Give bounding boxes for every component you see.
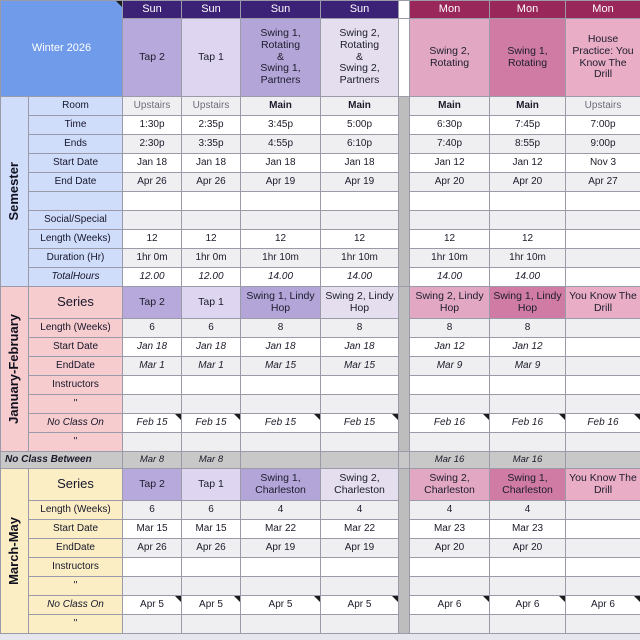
semester-class-title[interactable]: Swing 1, Rotating [490,19,566,97]
cell[interactable] [410,433,490,452]
column-divider [399,97,410,287]
cell[interactable]: Apr 26 [182,539,241,558]
cell[interactable]: 8 [241,319,321,338]
cell[interactable]: Feb 15 [123,414,182,433]
day-header-mon-7: Mon [566,1,640,19]
row-label: " [29,395,123,414]
semester-class-title[interactable]: House Practice: You Know The Drill [566,19,640,97]
no-class-between-label: No Class Between [1,452,123,469]
cell[interactable]: 12 [182,230,241,249]
cell[interactable]: Jan 18 [241,338,321,357]
row-label: EndDate [29,539,123,558]
cell[interactable]: Apr 6 [566,596,640,615]
series-class-title[interactable]: Swing 1, Lindy Hop [241,287,321,319]
cell[interactable]: Apr 5 [123,596,182,615]
cell[interactable] [321,615,399,634]
cell[interactable]: Apr 5 [321,596,399,615]
series-class-title[interactable]: Tap 1 [182,469,241,501]
cell[interactable] [566,211,640,230]
cell[interactable] [321,395,399,414]
semester-row [1,116,640,135]
cell[interactable]: 12.00 [182,268,241,287]
cell[interactable]: Apr 26 [123,173,182,192]
cell[interactable]: Nov 3 [566,154,640,173]
cell[interactable]: Apr 5 [182,596,241,615]
day-header-sun-1: Sun [123,1,182,19]
cell[interactable] [123,376,182,395]
column-divider [399,1,410,19]
column-divider [399,469,410,634]
semester-row [1,135,640,154]
cell[interactable] [490,577,566,596]
cell[interactable] [566,558,640,577]
cell[interactable] [566,268,640,287]
cell[interactable]: 14.00 [321,268,399,287]
cell[interactable]: 4 [410,501,490,520]
cell[interactable] [566,338,640,357]
row-label: Instructors [29,376,123,395]
cell[interactable]: Apr 6 [490,596,566,615]
cell[interactable]: 1hr 10m [241,249,321,268]
row-label: EndDate [29,357,123,376]
mar_may-row [1,577,640,596]
cell[interactable]: 12 [123,230,182,249]
series-class-title[interactable]: Swing 2, Charleston [410,469,490,501]
cell[interactable]: Main [410,97,490,116]
cell[interactable]: Jan 12 [410,338,490,357]
cell[interactable]: Main [490,97,566,116]
cell[interactable]: Apr 19 [321,173,399,192]
cell[interactable] [241,558,321,577]
section-label-mar_may [1,469,29,634]
row-label: " [29,615,123,634]
section-label-semester-text: Semester [6,162,22,221]
cell[interactable] [241,395,321,414]
cell[interactable] [123,192,182,211]
cell[interactable] [490,211,566,230]
section-label-semester [1,97,29,287]
cell[interactable]: 5:00p [321,116,399,135]
row-label: Time [29,116,123,135]
cell[interactable]: 1hr 10m [410,249,490,268]
cell[interactable]: Jan 12 [410,154,490,173]
series-class-title[interactable]: Tap 2 [123,469,182,501]
cell[interactable] [410,577,490,596]
semester-class-title[interactable]: Swing 2, Rotating & Swing 2, Partners [321,19,399,97]
cell[interactable] [566,520,640,539]
row-label: Start Date [29,338,123,357]
cell[interactable] [566,539,640,558]
cell[interactable] [566,319,640,338]
row-label: Start Date [29,154,123,173]
jan_feb-row [1,357,640,376]
cell[interactable]: Apr 6 [410,596,490,615]
cell[interactable]: 4:55p [241,135,321,154]
series-class-title[interactable]: You Know The Drill [566,287,640,319]
cell[interactable] [182,577,241,596]
semester-row [1,192,640,211]
section-label-mar_may-text: March-May [6,517,22,585]
row-label: Instructors [29,558,123,577]
row-label: No Class On [29,414,123,433]
row-label: Length (Weeks) [29,501,123,520]
jan_feb-row [1,376,640,395]
cell[interactable]: Jan 18 [321,154,399,173]
cell[interactable]: Apr 20 [410,539,490,558]
series-class-title[interactable]: Tap 2 [123,287,182,319]
cell[interactable]: 12 [321,230,399,249]
cell[interactable]: Jan 18 [123,338,182,357]
cell[interactable] [490,376,566,395]
cell[interactable]: 7:40p [410,135,490,154]
cell[interactable] [566,615,640,634]
series-class-title[interactable]: Swing 2, Lindy Hop [321,287,399,319]
cell[interactable] [566,230,640,249]
row-label [29,192,123,211]
mar_may-row [1,539,640,558]
cell[interactable] [123,615,182,634]
cell[interactable] [410,395,490,414]
mar_may-row [1,501,640,520]
cell[interactable]: 4 [490,501,566,520]
cell[interactable] [321,211,399,230]
cell[interactable] [241,376,321,395]
semester-class-title[interactable]: Swing 2, Rotating [410,19,490,97]
cell[interactable]: Apr 26 [123,539,182,558]
cell[interactable]: 2:30p [123,135,182,154]
cell[interactable]: 3:35p [182,135,241,154]
cell[interactable] [321,577,399,596]
cell[interactable]: Apr 26 [182,173,241,192]
row-label: Start Date [29,520,123,539]
cell[interactable]: 1hr 0m [123,249,182,268]
cell[interactable] [241,577,321,596]
cell[interactable]: 14.00 [490,268,566,287]
cell[interactable]: Jan 18 [182,338,241,357]
cell[interactable] [490,395,566,414]
cell[interactable]: Feb 15 [182,414,241,433]
cell[interactable]: 12 [490,230,566,249]
cell[interactable]: Mar 15 [123,520,182,539]
cell[interactable]: 12 [241,230,321,249]
cell[interactable] [123,211,182,230]
day-header-row [1,1,640,19]
row-label: Room [29,97,123,116]
mar_may-row [1,615,640,634]
row-label: " [29,433,123,452]
section-label-jan_feb-text: January-February [6,314,22,424]
cell[interactable]: 3:45p [241,116,321,135]
no-class-between-cell[interactable]: Mar 16 [490,452,566,469]
no-class-between-row [1,452,640,469]
cell[interactable]: 1hr 10m [490,249,566,268]
cell[interactable]: Mar 15 [321,357,399,376]
cell[interactable]: Jan 18 [241,154,321,173]
cell[interactable] [490,433,566,452]
series-class-title[interactable]: Swing 2, Lindy Hop [410,287,490,319]
series-row-label: Series [29,287,123,319]
jan_feb-row [1,338,640,357]
cell[interactable]: 12.00 [123,268,182,287]
cell[interactable] [123,433,182,452]
no-class-between-cell[interactable]: Mar 8 [123,452,182,469]
series-class-title[interactable]: Tap 1 [182,287,241,319]
jan_feb-series-row [1,287,640,319]
row-label: TotalHours [29,268,123,287]
cell[interactable] [410,615,490,634]
cell[interactable] [182,558,241,577]
row-label: Duration (Hr) [29,249,123,268]
cell[interactable]: Apr 19 [241,173,321,192]
cell[interactable] [490,192,566,211]
semester-row [1,173,640,192]
jan_feb-row [1,319,640,338]
day-header-mon-6: Mon [490,1,566,19]
cell[interactable] [490,558,566,577]
mar_may-row [1,558,640,577]
cell[interactable]: Main [241,97,321,116]
row-label: " [29,577,123,596]
cell[interactable] [566,249,640,268]
cell[interactable]: Apr 5 [241,596,321,615]
series-class-title[interactable]: Swing 2, Charleston [321,469,399,501]
cell[interactable]: Mar 22 [241,520,321,539]
cell[interactable]: Mar 15 [241,357,321,376]
series-class-title[interactable]: Swing 1, Charleston [241,469,321,501]
cell[interactable] [321,558,399,577]
cell[interactable]: 9:00p [566,135,640,154]
semester-row [1,249,640,268]
cell[interactable]: 8 [321,319,399,338]
row-label: Length (Weeks) [29,230,123,249]
cell[interactable]: Feb 15 [241,414,321,433]
semester-class-title[interactable]: Swing 1, Rotating & Swing 1, Partners [241,19,321,97]
cell[interactable] [410,558,490,577]
cell[interactable]: 1:30p [123,116,182,135]
cell[interactable]: Jan 12 [490,154,566,173]
semester-row [1,230,640,249]
cell[interactable] [566,395,640,414]
cell[interactable]: Feb 16 [490,414,566,433]
cell[interactable] [123,395,182,414]
semester-row [1,268,640,287]
day-header-sun-2: Sun [182,1,241,19]
cell[interactable]: 7:45p [490,116,566,135]
cell[interactable]: Mar 9 [490,357,566,376]
semester-row [1,154,640,173]
cell[interactable]: Apr 20 [490,539,566,558]
semester-class-title[interactable]: Tap 2 [123,19,182,97]
row-label: Ends [29,135,123,154]
column-divider [399,452,410,469]
cell[interactable]: Apr 19 [321,539,399,558]
section-label-jan_feb [1,287,29,452]
cell[interactable]: Mar 23 [410,520,490,539]
cell[interactable] [182,211,241,230]
cell[interactable] [241,615,321,634]
cell[interactable]: 4 [321,501,399,520]
cell[interactable] [182,192,241,211]
cell[interactable]: Feb 16 [566,414,640,433]
cell[interactable]: 1hr 0m [182,249,241,268]
cell[interactable]: Mar 1 [123,357,182,376]
cell[interactable] [241,192,321,211]
cell[interactable] [182,376,241,395]
mar_may-row [1,520,640,539]
cell[interactable] [410,192,490,211]
semester-row [1,97,640,116]
cell[interactable] [566,577,640,596]
cell[interactable] [241,211,321,230]
cell[interactable]: 6:30p [410,116,490,135]
cell[interactable]: 2:35p [182,116,241,135]
mar_may-row [1,596,640,615]
cell[interactable]: Mar 23 [490,520,566,539]
sheet-bottom-gutter [0,634,640,640]
cell[interactable] [182,395,241,414]
cell[interactable]: Upstairs [182,97,241,116]
cell[interactable] [182,615,241,634]
cell[interactable]: 6 [182,319,241,338]
mar_may-series-row [1,469,640,501]
no-class-between-cell[interactable] [241,452,321,469]
no-class-between-cell[interactable]: Mar 8 [182,452,241,469]
day-header-mon-5: Mon [410,1,490,19]
cell[interactable]: 8 [490,319,566,338]
cell[interactable]: Apr 20 [490,173,566,192]
row-label: Length (Weeks) [29,319,123,338]
cell[interactable]: 14.00 [410,268,490,287]
cell[interactable]: Mar 9 [410,357,490,376]
cell[interactable]: Mar 1 [182,357,241,376]
semester-row [1,211,640,230]
series-class-title[interactable]: You Know The Drill [566,469,640,501]
day-header-sun-4: Sun [321,1,399,19]
cell[interactable] [123,577,182,596]
cell[interactable] [321,433,399,452]
cell[interactable] [123,558,182,577]
column-divider [399,287,410,452]
row-label: End Date [29,173,123,192]
cell[interactable] [490,615,566,634]
cell[interactable]: 8:55p [490,135,566,154]
cell[interactable]: Main [321,97,399,116]
schedule-body [1,1,640,634]
cell[interactable]: Upstairs [566,97,640,116]
cell[interactable] [566,501,640,520]
cell[interactable]: Jan 18 [123,154,182,173]
series-row-label: Series [29,469,123,501]
cell[interactable] [182,433,241,452]
row-label: No Class On [29,596,123,615]
cell[interactable]: Apr 27 [566,173,640,192]
cell[interactable]: 7:00p [566,116,640,135]
cell[interactable]: 14.00 [241,268,321,287]
cell[interactable] [321,376,399,395]
cell[interactable] [321,192,399,211]
cell[interactable] [566,192,640,211]
cell[interactable]: Feb 16 [410,414,490,433]
cell[interactable]: Apr 20 [410,173,490,192]
cell[interactable]: Mar 15 [182,520,241,539]
cell[interactable] [566,433,640,452]
column-divider [399,19,410,97]
jan_feb-row [1,414,640,433]
cell[interactable]: Jan 18 [321,338,399,357]
semester-class-title[interactable]: Tap 1 [182,19,241,97]
jan_feb-row [1,433,640,452]
cell[interactable] [566,357,640,376]
cell[interactable]: Feb 15 [321,414,399,433]
cell[interactable]: 6:10p [321,135,399,154]
cell[interactable]: Jan 12 [490,338,566,357]
cell[interactable]: Apr 19 [241,539,321,558]
cell[interactable]: 6 [123,501,182,520]
cell[interactable]: Upstairs [123,97,182,116]
series-class-title[interactable]: Swing 1, Charleston [490,469,566,501]
day-header-sun-3: Sun [241,1,321,19]
cell[interactable] [410,376,490,395]
cell[interactable]: Jan 18 [182,154,241,173]
cell[interactable]: Mar 22 [321,520,399,539]
no-class-between-cell[interactable] [321,452,399,469]
row-label: Social/Special [29,211,123,230]
no-class-between-cell[interactable]: Mar 16 [410,452,490,469]
cell[interactable] [566,376,640,395]
cell[interactable] [241,433,321,452]
jan_feb-row [1,395,640,414]
cell[interactable]: 8 [410,319,490,338]
cell[interactable]: 4 [241,501,321,520]
cell[interactable]: 6 [123,319,182,338]
cell[interactable]: 6 [182,501,241,520]
cell[interactable]: 12 [410,230,490,249]
page-title: Winter 2026 [1,1,123,97]
no-class-between-cell[interactable] [566,452,640,469]
cell[interactable]: 1hr 10m [321,249,399,268]
cell[interactable] [410,211,490,230]
series-class-title[interactable]: Swing 1, Lindy Hop [490,287,566,319]
